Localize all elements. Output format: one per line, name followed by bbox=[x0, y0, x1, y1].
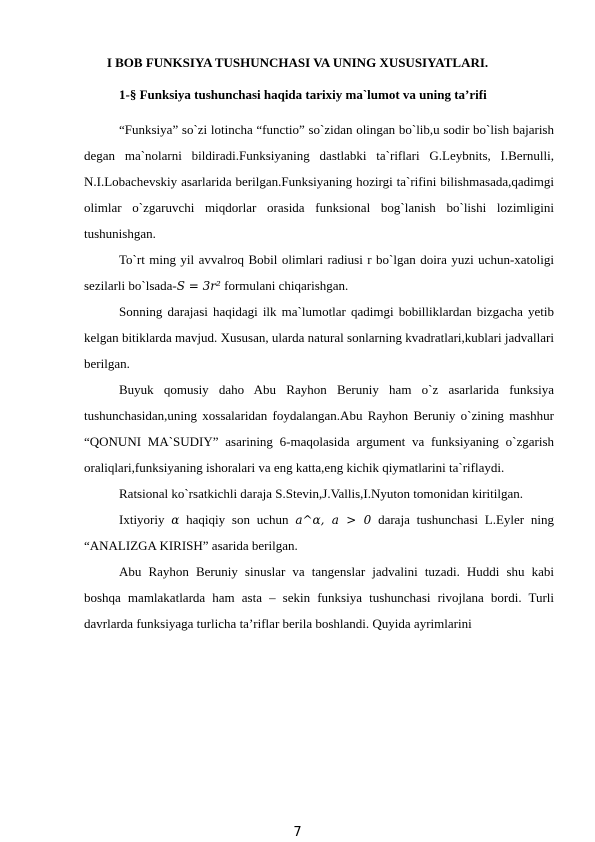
paragraph-functio-origin: “Funksiya” so`zi lotincha “functio” so`zidan olingan bo`lib,u sodir bo`lish bajarish degan ma`nolarni bildiradi.Funksiyaning dastlabki ta`riflari G.Leybnits, I.Bernulli, N.I.Lobachevskiy asarlarida berilgan.Funksiyaning hozirgi ta`rifini bilishmasada,qadimgi olimlar o`zgaruvchi miqdorlar orasida funksional bog`lanish bo`lishi lozimligini tushunishgan. bbox=[84, 122, 554, 241]
power-formula: a^α, a > 0 bbox=[295, 513, 372, 527]
paragraph-sine-tables: Abu Rayhon Beruniy sinuslar va tangenslar jadvalini tuzadi. Huddi shu kabi boshqa mamlakatlarda ham asta – sekin funksiya tushunchasi rivojlana bordi. Turli davrlarda funksiyaga turlicha ta’riflar berila boshlandi. Quyida ayrimlarini bbox=[84, 564, 554, 631]
paragraph-text: formulani chiqarishgan. bbox=[220, 278, 349, 293]
section-heading: 1-§ Funksiya tushunchasi haqida tarixiy ma`lumot va uning ta’rifi bbox=[119, 87, 487, 102]
paragraph-beruniy: Buyuk qomusiy daho Abu Rayhon Beruniy ham o`z asarlarida funksiya tushunchasidan,uning xossalaridan foydalangan.Abu Rayhon Beruniy o`zining mashhur “QONUNI MA`SUDIY” asarining 6-maqolasida argument va funksiyaning o`zgarish oraliqlari,funksiyaning ishoralari va eng katta,eng kichik qiymatlarini ta`riflaydi. bbox=[84, 382, 554, 475]
paragraph-rational-exponent: Ratsional ko`rsatkichli daraja S.Stevin,J.Vallis,I.Nyuton tomonidan kiritilgan. bbox=[119, 486, 524, 501]
paragraph-text: Ixtiyoriy bbox=[119, 512, 172, 527]
paragraph-babylon-formula bbox=[84, 247, 554, 299]
alpha-symbol: α bbox=[171, 513, 180, 527]
page-number: 7 bbox=[293, 825, 302, 840]
paragraph-text: To`rt ming yil avvalroq Bobil olimlari radiusi r bo`lgan doira yuzi uchun-xatoligi sezilarli bo`lsada- bbox=[84, 252, 554, 293]
body-text bbox=[84, 117, 554, 637]
paragraph-power-tables: Sonning darajasi haqidagi ilk ma`lumotlar qadimgi bobilliklardan bizgacha yetib kelgan bitiklarda mavjud. Xususan, ularda natural sonlarning kvadratlari,kublari jadvallari berilgan. bbox=[84, 304, 554, 371]
circle-area-formula: S = 3r² bbox=[176, 279, 221, 293]
paragraph-euler bbox=[84, 507, 554, 559]
paragraph-text: daraja tushunchasi L.Eyler ning “ANALIZGA KIRISH” asarida berilgan. bbox=[84, 512, 554, 553]
chapter-heading: I BOB FUNKSIYA TUSHUNCHASI VA UNING XUSUSIYATLARI. bbox=[106, 55, 489, 70]
paragraph-text: haqiqiy son uchun bbox=[179, 512, 296, 527]
